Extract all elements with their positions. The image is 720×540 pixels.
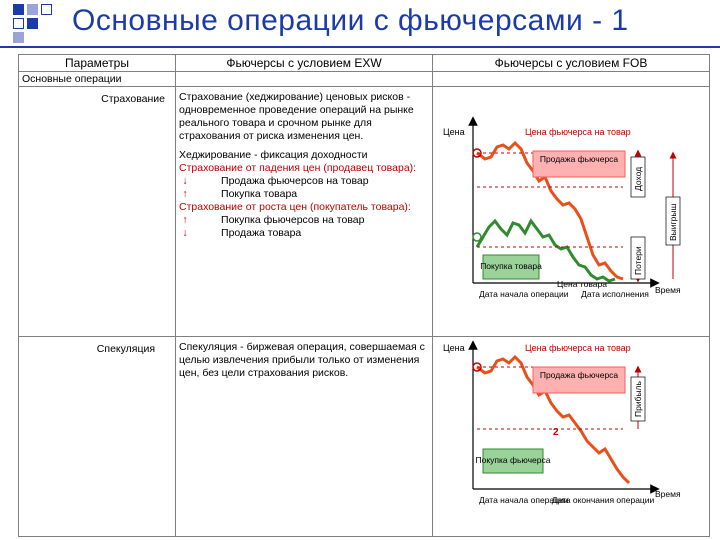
title-underline xyxy=(0,46,720,48)
header-fob: Фьючерсы с условием FOB xyxy=(433,55,710,72)
speculation-diagram-cell xyxy=(433,337,710,537)
loss-label: Потери xyxy=(633,246,643,275)
operations-table xyxy=(18,54,710,537)
rise-title: Страхование от роста цен (покупатель товара): xyxy=(179,201,411,213)
arrow-down-icon: ↓ xyxy=(182,175,188,187)
goods-price-label: Цена товара xyxy=(557,279,607,289)
fall-title: Страхование от падения цен (продавец товара): xyxy=(179,162,417,174)
arrow-up-icon: ↑ xyxy=(182,214,188,226)
table-header-row xyxy=(19,55,710,72)
header-exw: Фьючерсы с условием EXW xyxy=(176,55,433,72)
sell-futures-label: Продажа фьючерса xyxy=(539,154,619,164)
sell-futures-label: Продажа фьючерса xyxy=(539,370,619,380)
page-title: Основные операции с фьючерсами - 1 xyxy=(72,4,629,37)
date-start-label: Дата начала операции xyxy=(479,289,569,299)
list-item: ↓ Продажа фьючерсов на товар xyxy=(179,175,429,188)
section-row xyxy=(19,72,710,87)
futures-price-label: Цена фьючерса на товар xyxy=(525,343,631,353)
hedge-title: Хеджирование - фиксация доходности xyxy=(179,149,368,161)
insurance-cell xyxy=(176,87,433,337)
buy-futures-label: Покупка фьючерса xyxy=(475,455,551,465)
list-item: ↓ Продажа товара xyxy=(179,227,429,240)
list-item: ↑ Покупка фьючерсов на товар xyxy=(179,214,429,227)
y-axis-label: Цена xyxy=(443,343,465,353)
header-params: Параметры xyxy=(19,55,176,72)
income-label: Доход xyxy=(633,166,643,191)
date-exec-label: Дата исполнения xyxy=(581,289,649,299)
table-row xyxy=(19,87,710,337)
speculation-text: Спекуляция - биржевая операция, совершаемая с целью извлечения прибыли только от изменения цен, без цели страхования рисков. xyxy=(176,337,433,537)
list-item: ↑ Покупка товара xyxy=(179,188,429,201)
arrow-up-icon: ↑ xyxy=(182,188,188,200)
x-axis-label: Время xyxy=(655,285,681,295)
arrow-down-icon: ↓ xyxy=(182,227,188,239)
table-row xyxy=(19,337,710,537)
gain-label: Выигрыш xyxy=(668,203,678,241)
param-insurance: Страхование xyxy=(19,87,176,337)
start-marker xyxy=(473,233,481,241)
futures-price-label: Цена фьючерса на товар xyxy=(525,127,631,137)
marker-label: 2 xyxy=(553,427,559,438)
hedging-diagram xyxy=(433,87,709,335)
hedging-diagram-cell xyxy=(433,87,710,337)
section-label: Основные операции xyxy=(19,72,176,87)
date-end-label: Дата окончания операции xyxy=(551,495,655,505)
date-start-label: Дата начала операции xyxy=(479,495,569,505)
insurance-text: Страхование (хеджирование) ценовых рисков - одновременное проведение операций на рынке реального товара и срочном рынке для страхования от риска изменения цен. xyxy=(179,91,414,142)
param-speculation: Спекуляция xyxy=(19,337,176,537)
profit-label: Прибыль xyxy=(633,381,643,417)
x-axis-label: Время xyxy=(655,489,681,499)
speculation-diagram xyxy=(433,337,709,535)
buy-goods-label: Покупка товара xyxy=(480,261,542,271)
y-axis-label: Цена xyxy=(443,127,465,137)
